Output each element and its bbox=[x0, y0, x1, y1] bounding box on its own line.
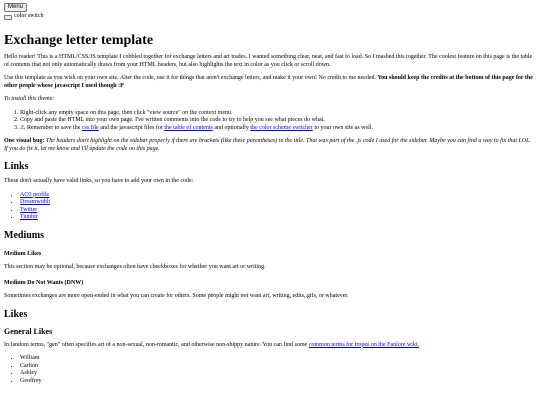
fanlore-link[interactable]: common terms for tropes on the Fanlore wiki. bbox=[308, 341, 420, 348]
bug-label: One visual bug: bbox=[4, 138, 45, 144]
list-item bbox=[20, 192, 536, 200]
medium-likes-text: This section may be optional, because exchanges often have checkboxes for whether you want art or writing. bbox=[4, 263, 266, 270]
medium-dnw-text: Sometimes exchanges are more open-ended in what you can create for others. Some people might not want art, writing, edits, gifs, or whatever. bbox=[4, 293, 349, 299]
list-item: • Carlton bbox=[20, 363, 536, 371]
topbar bbox=[4, 0, 536, 20]
links-intro: These don't actually have valid links, so you have to add your own in the code: bbox=[4, 178, 194, 184]
ao3-profile-link[interactable]: AO3 profile bbox=[20, 191, 50, 198]
likes-heading: Likes bbox=[4, 308, 28, 320]
usage-text: Use this template as you wish on your own site. Alter the code, use it for things that aren't exchange letters, and make it your own! No credit to me needed. bbox=[4, 75, 378, 81]
mediums-heading: Mediums bbox=[4, 229, 44, 241]
color-switch-row bbox=[4, 13, 536, 20]
general-likes-intro: In fandom terms, "gen" often specifies art of a non-sexual, non-romantic, and otherwise non-shippy nature. You can find some bbox=[4, 341, 309, 348]
install-step bbox=[20, 125, 536, 133]
bug-note bbox=[4, 138, 536, 153]
list-item bbox=[20, 214, 536, 222]
list-item bbox=[20, 207, 536, 215]
step-text: and optionally bbox=[212, 124, 251, 131]
twitter-link[interactable]: Twitter bbox=[20, 206, 38, 213]
names-list bbox=[4, 355, 536, 385]
usage-paragraph bbox=[4, 75, 536, 90]
medium-dnw-heading: Medium Do Not Wants (DNW) bbox=[4, 280, 84, 286]
color-switcher-link[interactable]: the color scheme switcher bbox=[250, 124, 313, 131]
dreamwidth-link[interactable]: Dreamwidth bbox=[20, 199, 50, 205]
color-switch-toggle[interactable] bbox=[4, 15, 12, 20]
bug-text: The headers don't highlight on the sidebar properly if there are brackets (like these parentheses) in the title. That was part of the .js code I used for the sidebar. Maybe you can find a way to fix that LOL. If you do fix it, let me know and I'll update the code on this page. bbox=[4, 138, 532, 152]
step-text: and the javascript files for bbox=[98, 124, 165, 131]
step-text: ⚠ Remember to save the bbox=[20, 124, 82, 131]
toc-link[interactable]: the table of contents bbox=[164, 124, 213, 131]
css-file-link[interactable]: css file bbox=[81, 124, 99, 131]
list-item bbox=[20, 199, 536, 207]
links-list bbox=[4, 192, 536, 222]
links-heading: Links bbox=[4, 161, 29, 172]
tumblr-link[interactable]: Tumblr bbox=[20, 214, 38, 220]
medium-likes-heading: Medium Likes bbox=[4, 250, 42, 257]
install-heading-text: To install this theme: bbox=[4, 96, 55, 102]
color-switch-label: color switch bbox=[14, 13, 44, 19]
list-item: • William bbox=[20, 355, 536, 363]
install-step: 1. Right-click any empty space on this page, then click "view source" on the context menu. bbox=[20, 110, 536, 118]
page-title: Exchange letter template bbox=[4, 33, 154, 48]
menu-button[interactable]: Menu bbox=[4, 3, 27, 12]
install-steps bbox=[4, 110, 536, 133]
install-heading bbox=[4, 96, 536, 104]
step-text: to your own site as well. bbox=[312, 124, 373, 131]
credits-note: You should keep the credits at the bottom of this page for the other people whose javascript I used though :P bbox=[4, 75, 533, 89]
install-step: 2. Copy and paste the HTML into your own page. I've written comments into the code to try to help you see what pieces do what. bbox=[20, 117, 536, 125]
list-item: • Geoffrey bbox=[20, 378, 536, 386]
list-item: • Ashley bbox=[20, 370, 536, 378]
general-likes-text bbox=[4, 342, 536, 350]
general-likes-heading: General Likes bbox=[4, 326, 53, 336]
intro-paragraph: Hello reader! This is a HTML/CSS/JS template I cobbled together for exchange letters and art trades. I wanted something clear, neat, and fast to load. So I mashed this together. The coolest feature on this page is the table of contents that not only automatically draws from your HTML headers, but also highlights the text in color as you click or scroll down. bbox=[4, 54, 533, 68]
